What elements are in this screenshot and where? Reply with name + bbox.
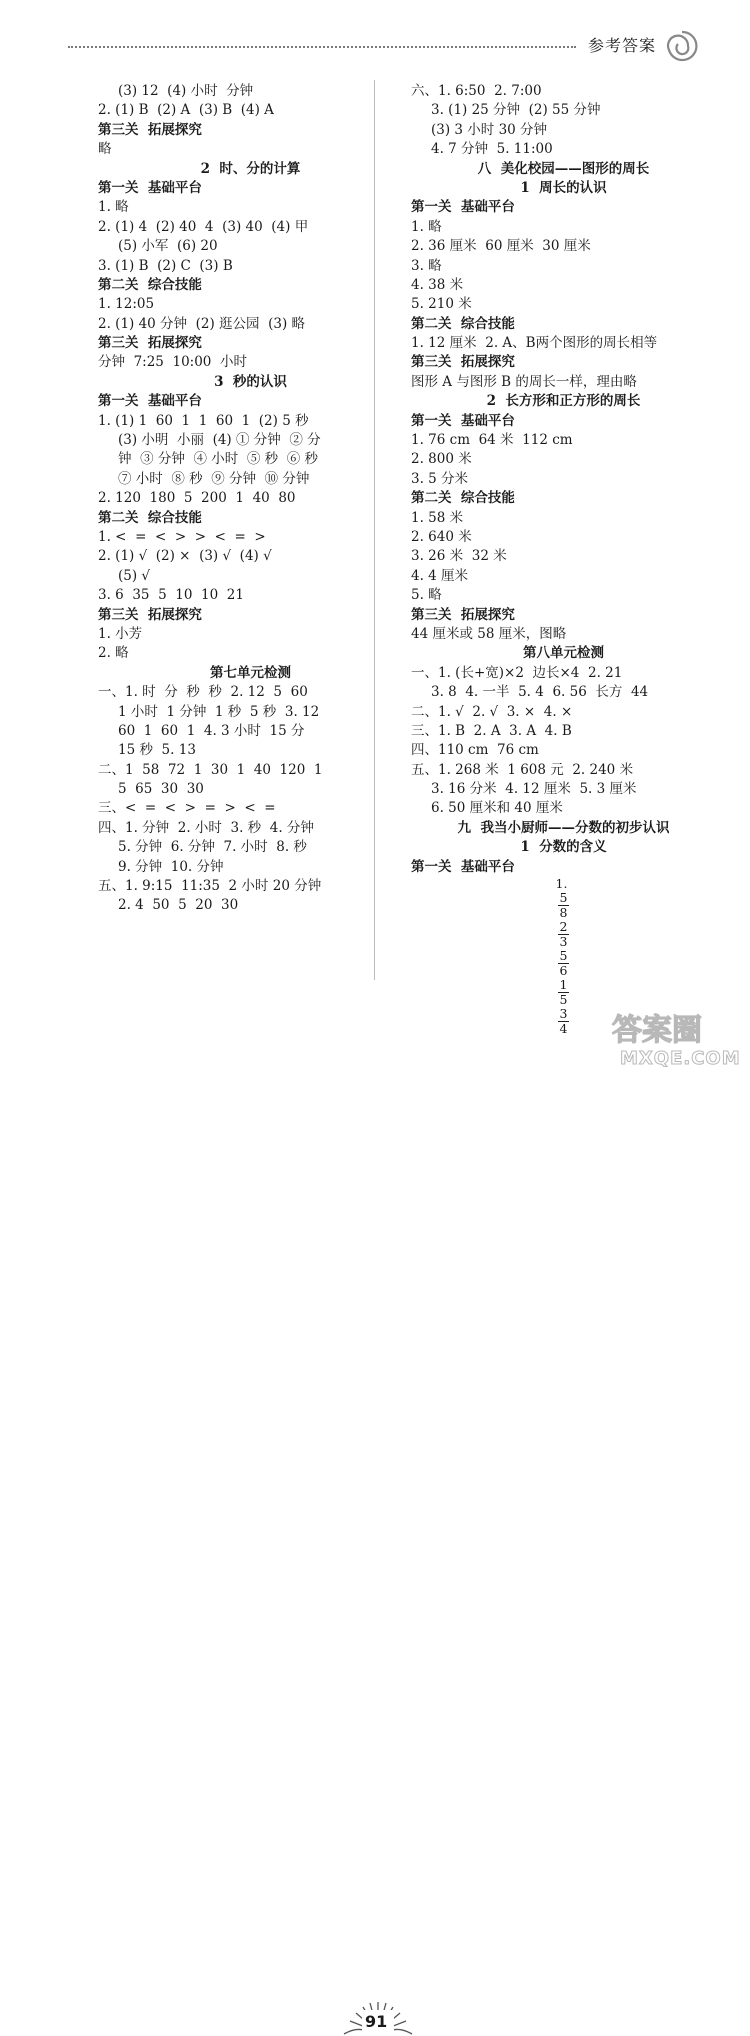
answer-line: 3. 略 [411, 257, 442, 274]
fraction [558, 920, 570, 949]
level-heading: 第三关 拓展探究 [98, 121, 202, 138]
section-heading: 第八单元检测 [523, 645, 604, 662]
answer-line: 一、1. (长+宽)×2 边长×4 2. 21 [411, 664, 623, 681]
level-heading: 第一关 基础平台 [98, 179, 202, 196]
header-dotted-rule [68, 46, 576, 48]
answer-line: 2. 800 米 [411, 451, 472, 468]
fraction-numerator: 5 [559, 890, 568, 906]
answer-line: 2. (1) B (2) A (3) B (4) A [98, 102, 274, 119]
level-heading: 第二关 综合技能 [98, 276, 202, 293]
answer-line: 二、1 58 72 1 30 1 40 120 1 [98, 761, 323, 778]
answer-line: 分钟 7:25 10:00 小时 [98, 354, 247, 371]
answer-line: 3. (1) 25 分钟 (2) 55 分钟 [431, 102, 601, 119]
page-number: 91 [365, 2012, 388, 2031]
answer-line: 六、1. 6:50 2. 7:00 [411, 83, 542, 99]
fraction-numerator: 2 [559, 919, 568, 935]
answer-line: 1. 小芳 [98, 625, 143, 642]
swirl-ornament-icon [664, 28, 700, 64]
answer-line: (5) 小军 (6) 20 [118, 238, 218, 255]
section-heading: 2 长方形和正方形的周长 [486, 393, 641, 410]
fraction-denominator: 8 [559, 905, 568, 921]
answer-line: 3. 16 分米 4. 12 厘米 5. 3 厘米 [431, 781, 637, 798]
fraction-numerator: 1 [559, 977, 568, 993]
left-column [98, 82, 403, 916]
fraction-denominator: 5 [559, 992, 568, 1008]
answer-line: 钟 ③ 分钟 ④ 小时 ⑤ 秒 ⑥ 秒 [118, 451, 318, 468]
answer-line: 1. 略 [98, 199, 129, 216]
answer-line: 5. 略 [411, 587, 442, 604]
level-heading: 第一关 基础平台 [411, 199, 515, 216]
level-heading: 第三关 拓展探究 [411, 606, 515, 623]
answer-line: 2. 4 50 5 20 30 [118, 897, 239, 914]
page-header [0, 0, 750, 70]
section-heading: 1 周长的认识 [520, 179, 607, 196]
answer-line: 1. 12:05 [98, 296, 155, 313]
fraction-denominator: 6 [559, 963, 568, 979]
answer-line: 2. (1) 40 分钟 (2) 逛公园 (3) 略 [98, 315, 306, 332]
answer-line: 4. 7 分钟 5. 11:00 [431, 141, 553, 158]
answer-line: 四、1. 分钟 2. 小时 3. 秒 4. 分钟 [98, 819, 314, 836]
header-title: 参考答案 [588, 36, 657, 55]
answer-line: ⑦ 小时 ⑧ 秒 ⑨ 分钟 ⑩ 分钟 [118, 470, 310, 487]
answer-line: 5 65 30 30 [118, 781, 204, 798]
level-heading: 第一关 基础平台 [411, 858, 515, 875]
answer-line: 略 [98, 141, 112, 158]
answer-line: 2. 120 180 5 200 1 40 80 [98, 490, 296, 507]
watermark-text-bottom: MXQE.COM [620, 1048, 741, 1068]
answer-line: 6. 50 厘米和 40 厘米 [431, 800, 563, 817]
answer-line: 2. 640 米 [411, 528, 472, 545]
level-heading: 第二关 综合技能 [98, 509, 202, 526]
answer-line: 60 1 60 1 4. 3 小时 15 分 [118, 722, 305, 739]
answer-line: 图形 A 与图形 B 的周长一样，理由略 [411, 373, 637, 390]
answer-line: 44 厘米或 58 厘米，图略 [411, 625, 567, 642]
answer-line: 5. 分钟 6. 分钟 7. 小时 8. 秒 [118, 839, 307, 856]
section-heading: 2 时、分的计算 [200, 160, 301, 177]
answer-line: (3) 小明 小丽 (4) ① 分钟 ② 分 [118, 432, 321, 449]
answer-line: 1. 略 [411, 218, 442, 235]
section-heading: 八 美化校园——图形的周长 [477, 160, 650, 177]
answer-line: 2. (1) √ (2) × (3) √ (4) √ [98, 548, 272, 565]
section-heading: 九 我当小厨师——分数的初步认识 [457, 819, 670, 836]
watermark-logo [608, 1010, 746, 1068]
watermark-text-top: 答案圈 [612, 1013, 702, 1048]
answer-line: 三、< = < > = > < = [98, 800, 276, 817]
level-heading: 第三关 拓展探究 [98, 335, 202, 352]
answer-line: 5. 210 米 [411, 296, 472, 313]
answer-line: (3) 12 (4) 小时 分钟 [118, 83, 254, 99]
answer-line: 4. 4 厘米 [411, 567, 469, 584]
fraction-denominator: 4 [559, 1021, 568, 1037]
answer-line: 3. (1) B (2) C (3) B [98, 257, 233, 274]
answer-line: (3) 3 小时 30 分钟 [431, 121, 548, 138]
answer-line: 1. < = < > > < = > [98, 528, 266, 545]
level-heading: 第三关 拓展探究 [411, 354, 515, 371]
level-heading: 第三关 拓展探究 [98, 606, 202, 623]
section-heading: 第七单元检测 [210, 664, 291, 681]
answer-line: 15 秒 5. 13 [118, 742, 196, 759]
answer-line: 2. (1) 4 (2) 40 4 (3) 40 (4) 甲 [98, 218, 309, 235]
fraction-line-number: 1. [555, 876, 568, 892]
level-heading: 第二关 综合技能 [411, 490, 515, 507]
answer-line: 3. 6 35 5 10 10 21 [98, 587, 244, 604]
answer-line: 1. 76 cm 64 米 112 cm [411, 432, 573, 449]
answer-line: 3. 5 分米 [411, 470, 469, 487]
answer-line: 3. 26 米 32 米 [411, 548, 507, 565]
answer-line: 1. 58 米 [411, 509, 464, 526]
answer-line: 四、110 cm 76 cm [411, 742, 539, 759]
answer-line: 2. 36 厘米 60 厘米 30 厘米 [411, 238, 591, 255]
answer-line: 1. (1) 1 60 1 1 60 1 (2) 5 秒 [98, 412, 309, 429]
fraction-numerator: 3 [559, 1006, 568, 1022]
answer-line: 1. 12 厘米 2. A、B两个图形的周长相等 [411, 335, 658, 352]
answer-line: 2. 略 [98, 645, 129, 662]
answer-line: 三、1. B 2. A 3. A 4. B [411, 722, 572, 739]
section-heading: 1 分数的含义 [520, 839, 607, 856]
fraction [558, 891, 570, 920]
answer-line: 五、1. 9:15 11:35 2 小时 20 分钟 [98, 878, 322, 895]
answer-line: 二、1. √ 2. √ 3. × 4. × [411, 703, 573, 720]
level-heading: 第二关 综合技能 [411, 315, 515, 332]
answer-line: 9. 分钟 10. 分钟 [118, 858, 224, 875]
level-heading: 第一关 基础平台 [411, 412, 515, 429]
answer-line: 4. 38 米 [411, 276, 464, 293]
fraction [558, 949, 570, 978]
level-heading: 第一关 基础平台 [98, 393, 202, 410]
fraction-numerator: 5 [559, 948, 568, 964]
answer-line: 一、1. 时 分 秒 秒 2. 12 5 60 [98, 684, 308, 701]
section-heading: 3 秒的认识 [214, 373, 287, 390]
fraction-denominator: 3 [559, 934, 568, 950]
answer-line: 3. 8 4. 一半 5. 4 6. 56 长方 44 [431, 684, 649, 701]
answer-line: 1 小时 1 分钟 1 秒 5 秒 3. 12 [118, 703, 320, 720]
answer-line: (5) √ [118, 567, 151, 584]
answer-line: 五、1. 268 米 1 608 元 2. 240 米 [411, 761, 634, 778]
